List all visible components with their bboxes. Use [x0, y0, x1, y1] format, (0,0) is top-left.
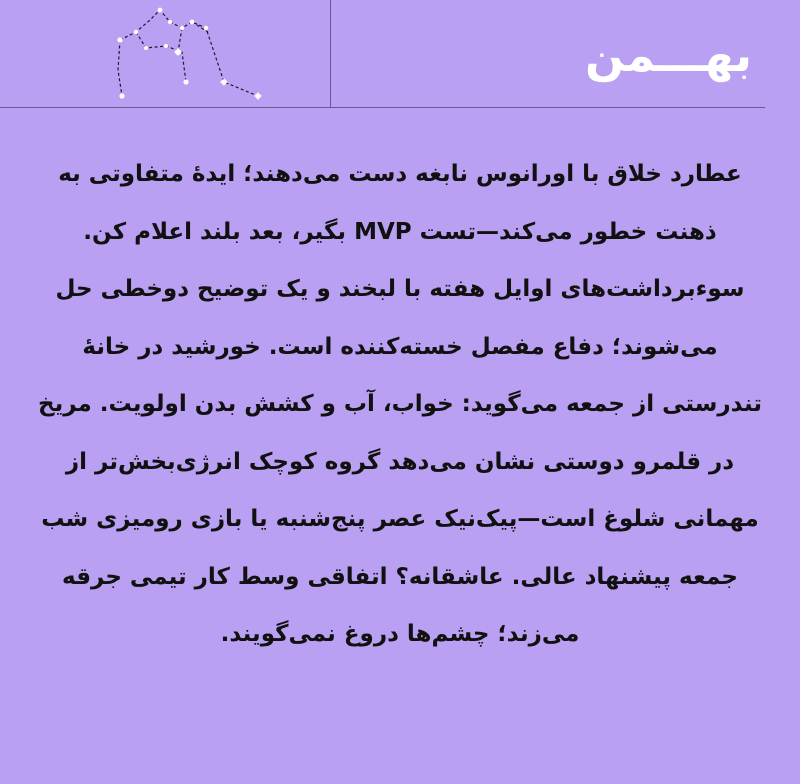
sign-title: بهـــمن	[584, 28, 752, 82]
header-horizontal-divider	[0, 107, 765, 108]
aquarius-constellation-icon	[108, 2, 268, 104]
header-vertical-divider	[330, 0, 331, 108]
horoscope-text: عطارد خلاق با اورانوس نابغه دست می‌دهند؛ ایدهٔ متفاوتی به ذهنت خطور می‌کند—تست MVP بگیر، بعد بلند اعلام کن. سوءبرداشت‌های اوایل هفته با لبخند و یک توضیح دوخطی حل می‌شوند؛ دفاع مفصل خسته‌کننده است. خورشید در خانهٔ تندرستی از جمعه می‌گوید: خواب، آب و کشش بدن اولویت. مریخ در قلمرو دوستی نشان می‌دهد گروه کوچک انرژی‌بخش‌تر از مهمانی شلوغ است—پیک‌نیک عصر پنج‌شنبه یا بازی رومیزی شب جمعه پیشنهاد عالی. عاشقانه؟ اتفاقی وسط کار تیمی جرقه می‌زند؛ چشم‌ها دروغ نمی‌گویند.	[38, 161, 762, 647]
